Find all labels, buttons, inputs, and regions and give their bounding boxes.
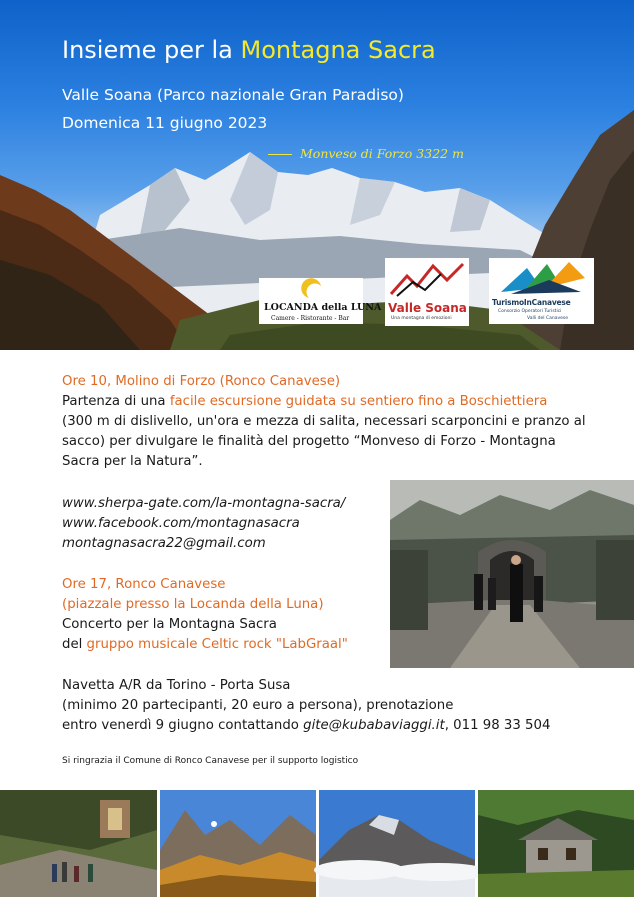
mountain-logo-icon (385, 258, 469, 300)
photo-monveso-clouds (319, 790, 475, 897)
shuttle-line-3: entro venerdì 9 giugno contattando gite@kubabaviaggi.it, 011 98 33 504 (62, 718, 551, 733)
photo-peaks-autumn (160, 790, 316, 897)
excursion-highlight: facile escursione guidata su sentiero fino a Boschiettiera (169, 394, 548, 409)
band-highlight: gruppo musicale Celtic rock "LabGraal" (86, 637, 348, 652)
shuttle-line-2: (minimo 20 partecipanti, 20 euro a persona), prenotazione (62, 698, 454, 713)
morning-line-3: sacco) per divulgare le finalità del progetto “Monveso di Forzo - Montagna (62, 434, 556, 449)
hero-banner (0, 0, 634, 350)
afternoon-heading: Ore 17, Ronco Canavese (62, 577, 226, 592)
logo-locanda-della-luna: LOCANDA della LUNA Camere - Ristorante - Bar (259, 278, 363, 324)
peak-label: Monveso di Forzo 3322 m (268, 146, 464, 161)
peak-pointer-line (268, 154, 292, 155)
morning-heading: Ore 10, Molino di Forzo (Ronco Canavese) (62, 374, 341, 389)
location-subtitle: Valle Soana (Parco nazionale Gran Paradiso) (62, 86, 404, 104)
concert-line: Concerto per la Montagna Sacra (62, 617, 277, 632)
afternoon-location: (piazzale presso la Locanda della Luna) (62, 597, 324, 612)
logo-valle-soana: Valle Soana Una montagna di emozioni (385, 258, 469, 326)
email-link[interactable]: montagnasacra22@gmail.com (62, 536, 266, 551)
photo-stone-village (478, 790, 634, 897)
facebook-link[interactable]: www.facebook.com/montagnasacra (62, 516, 300, 531)
booking-email-link[interactable]: gite@kubabaviaggi.it (303, 718, 445, 733)
turismo-logo-icon (489, 258, 594, 296)
morning-line-2: (300 m di dislivello, un'ora e mezza di salita, necessari scarponcini e pranzo al (62, 414, 586, 429)
band-line: del gruppo musicale Celtic rock "LabGraal" (62, 637, 348, 652)
website-link[interactable]: www.sherpa-gate.com/la-montagna-sacra/ (62, 496, 346, 511)
thanks-note: Si ringrazia il Comune di Ronco Canavese per il supporto logistico (62, 756, 359, 766)
photo-hikers (0, 790, 157, 897)
title-highlight: Montagna Sacra (240, 36, 436, 64)
page-title: Insieme per la Montagna Sacra (62, 36, 436, 64)
morning-line-1: Partenza di una facile escursione guidata su sentiero fino a Boschiettiera (62, 394, 548, 409)
date-subtitle: Domenica 11 giugno 2023 (62, 114, 268, 132)
moon-icon (259, 278, 363, 302)
band-photo (390, 480, 634, 668)
logo-turismo-in-canavese: TurismoInCanavese Consorzio Operatori Turistici Valli del Canavese (489, 258, 594, 324)
morning-line-4: Sacra per la Natura”. (62, 454, 203, 469)
shuttle-line-1: Navetta A/R da Torino - Porta Susa (62, 678, 291, 693)
